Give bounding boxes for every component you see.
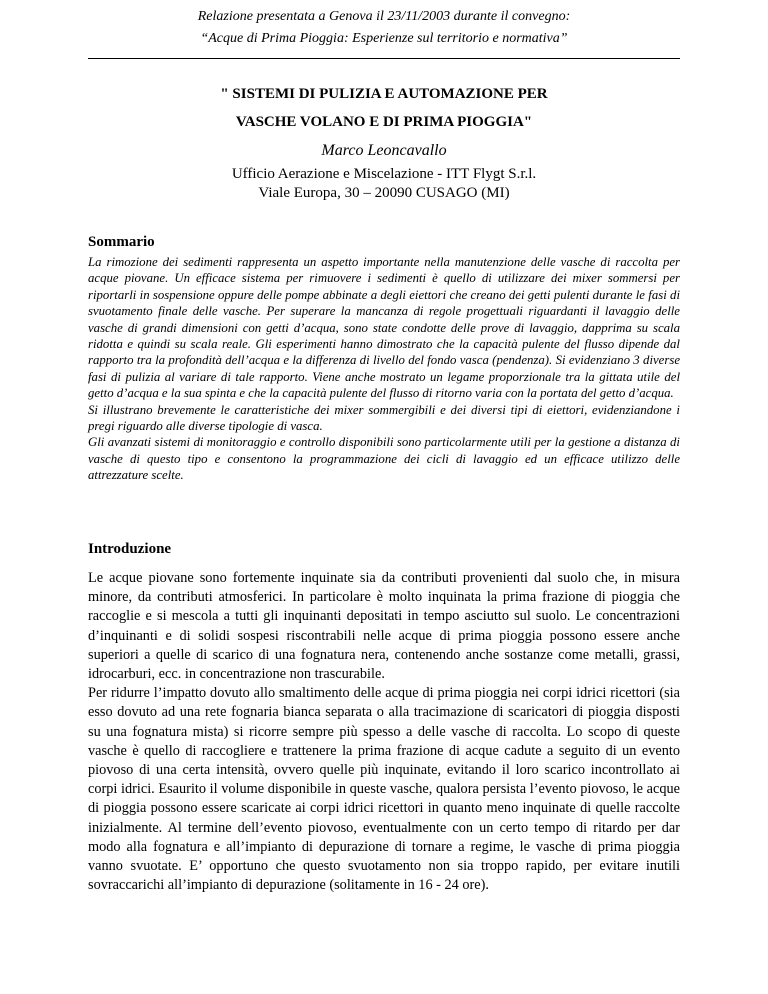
affiliation-line-2: Viale Europa, 30 – 20090 CUSAGO (MI) <box>258 185 510 201</box>
header-rule <box>88 58 680 59</box>
header-line-2: “Acque di Prima Pioggia: Esperienze sul territorio e normativa” <box>200 31 568 46</box>
header-line-1: Relazione presentata a Genova il 23/11/2003 durante il convegno: <box>197 9 571 24</box>
affiliation-line-1: Ufficio Aerazione e Miscelazione - ITT Flygt S.r.l. <box>231 166 537 182</box>
introduzione-body <box>88 569 680 895</box>
sommario-heading: Sommario <box>88 234 155 250</box>
author-name: Marco Leoncavallo <box>321 142 447 159</box>
page-header <box>88 6 680 50</box>
abstract-paragraph: La rimozione dei sedimenti rappresenta un aspetto importante nella manutenzione delle vasche di raccolta per acque piovane. Un efficace sistema per rimuovere i sedimenti è quello di utilizzare dei mixer sommersi per riportarli in sospensione oppure delle pompe abbinate a degli eiettori che creano dei getti pulenti durante le fasi di svuotamento finale delle vasche. Per superare la mancanza di regole progettuali riguardanti il lavaggio delle vasche di grandi dimensioni con getti d’acqua, sono state condotte delle prove di lavaggio, dapprima su scala ridotta e quindi su scala reale. Gli esperimenti hanno dimostrato che la capacità pulente del flusso dipende dal rapporto tra la profondità dell’acqua e la differenza di livello del fondo vasca (pendenza). Si evidenziano 3 diverse fasi di pulizia al variare di tale rapporto. Viene anche mostrato un legame proporzionale tra la gittata utile del getto d’acqua e la sua spinta e che la capacità pulente del flusso di ritorno varia con la portata del getto d’acqua. <box>88 255 680 401</box>
body-paragraph: Per ridurre l’impatto dovuto allo smaltimento delle acque di prima pioggia nei corpi idrici ricettori (sia esso dovuto ad una rete fognaria bianca separata o alla tracimazione di scaricatori di pioggia disposti su una fognatura mista) si ricorre sempre più spesso a delle vasche di raccolta. Lo scopo di queste vasche è quello di raccogliere e trattenere la prima frazione di acque cadute a seguito di un evento piovoso di una certa intensità, ovvero quelle più inquinate, evitando il loro scarico incontrollato ai corpi idrici. Esaurito il volume disponibile in queste vasche, qualora persista l’evento piovoso, le acque di pioggia possono essere scaricate ai corpi idrici ricettori in quanto meno inquinate di quelle raccolte inizialmente. Al termine dell’evento piovoso, eventualmente con un certo tempo di ritardo per dar modo alla fognatura e all’impianto di depurazione di tornare a regime, le vasche di prima pioggia vanno svuotate. E’ opportuno che questo svuotamento non sia troppo rapido, per evitare inutili sovraccarichi all’impianto di depurazione (solitamente in 16 - 24 ore). <box>88 685 680 894</box>
paper-title <box>88 80 680 136</box>
abstract-paragraph: Si illustrano brevemente le caratteristiche dei mixer sommergibili e dei diversi tipi di eiettori, evidenziandone i pregi riguardo alle diverse tipologie di vasca. <box>88 402 680 434</box>
body-paragraph: Le acque piovane sono fortemente inquinate sia da contributi provenienti dal suolo che, in misura minore, da contributi atmosferici. In particolare è molto inquinata la prima frazione di pioggia che raccoglie e si mescola a tutti gli inquinanti depositati in tempo asciutto sul suolo. Le concentrazioni d’inquinanti e di solidi sospesi riscontrabili nelle acque di prima pioggia possono essere anche superiori a quelle di scarico di una fognatura nera, contenendo anche sostanze come metalli, grassi, idrocarburi, ecc. in concentrazione non trascurabile. <box>88 570 680 683</box>
affiliation <box>88 165 680 203</box>
title-line-1: " SISTEMI DI PULIZIA E AUTOMAZIONE PER <box>220 86 548 102</box>
sommario-abstract <box>88 254 680 484</box>
title-line-2: VASCHE VOLANO E DI PRIMA PIOGGIA" <box>235 114 533 130</box>
abstract-paragraph: Gli avanzati sistemi di monitoraggio e controllo disponibili sono particolarmente utili per la gestione a distanza di vasche di questo tipo e consentono la programmazione dei cicli di lavaggio ed un efficace utilizzo delle attrezzature scelte. <box>88 435 680 483</box>
introduzione-heading: Introduzione <box>88 541 172 557</box>
